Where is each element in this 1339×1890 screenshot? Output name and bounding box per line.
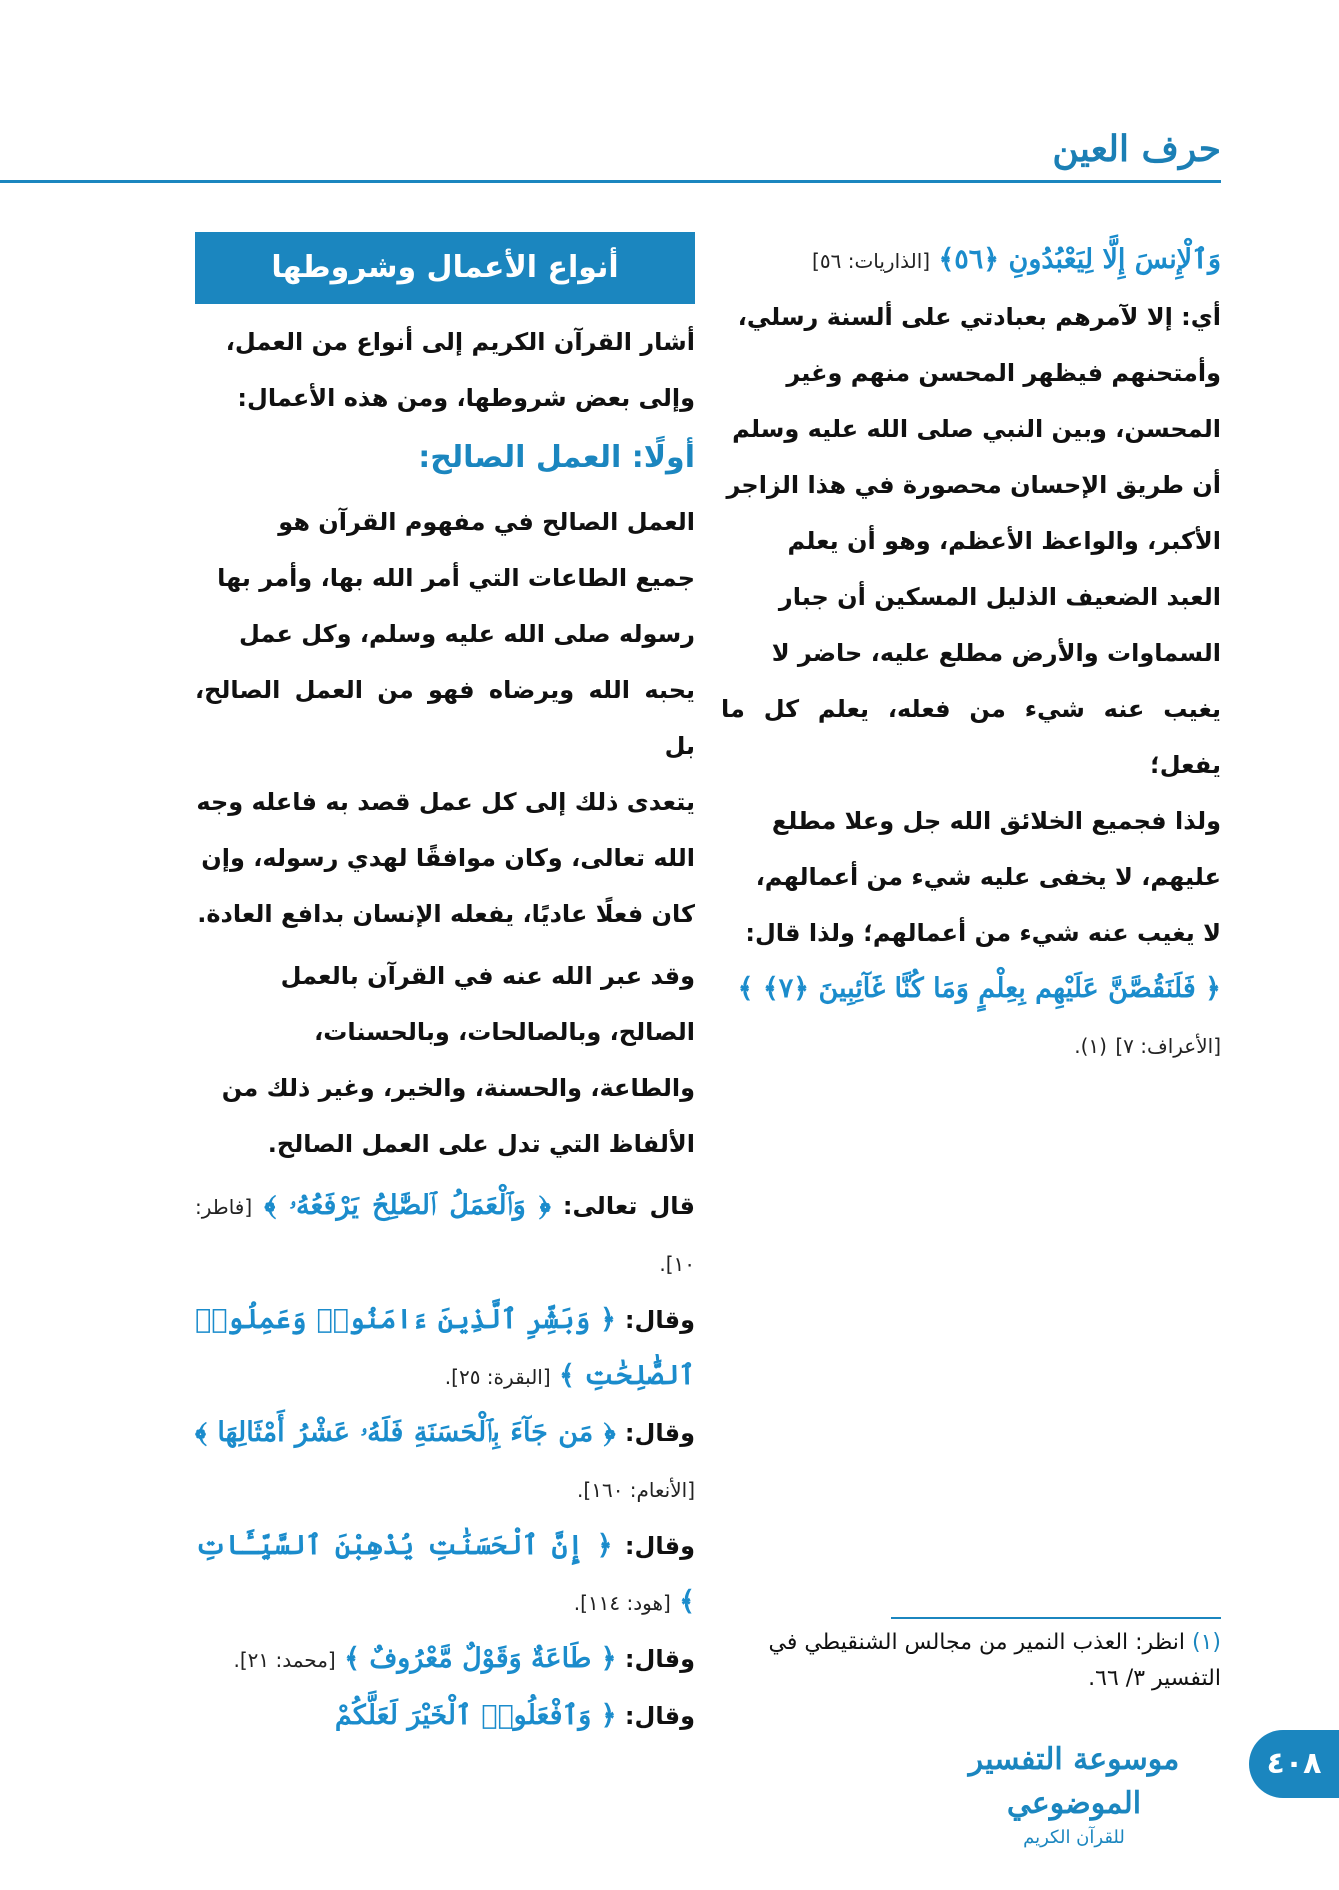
text-line: يحبه الله ويرضاه فهو من العمل الصالح، بل xyxy=(195,676,695,760)
quote-line xyxy=(195,1631,695,1688)
footnote-rule xyxy=(891,1617,1221,1619)
text-line: كان فعلًا عاديًا، يفعله الإنسان بدافع العادة. xyxy=(197,900,695,928)
quran-verse: ﴿ طَاعَةٌ وَقَوْلٌ مَّعْرُوفٌ ﴾ xyxy=(344,1643,617,1674)
quran-verse: ﴿ وَٱفْعَلُوا۟ ٱلْخَيْرَ لَعَلَّكُمْ xyxy=(334,1700,617,1731)
text-line: أي: إلا لآمرهم بعبادتي على ألسنة رسلي، xyxy=(737,303,1221,331)
quote-line xyxy=(195,1688,695,1744)
right-column xyxy=(721,232,1221,1074)
footnote-marker[interactable]: (١). xyxy=(1074,1034,1107,1058)
quote-line xyxy=(195,1178,695,1292)
quote-line xyxy=(195,1405,695,1518)
opening-verse-line xyxy=(721,232,1221,289)
quran-verse: ﴿ مَن جَآءَ بِٱلْحَسَنَةِ فَلَهُۥ عَشْرُ أَمْثَالِهَا ﴾ xyxy=(195,1417,616,1448)
text-line: أن طريق الإحسان محصورة في هذا الزاجر xyxy=(726,471,1221,499)
verse-reference: [فاطر: ١٠]. xyxy=(195,1195,695,1276)
quote-lead: وقال: xyxy=(624,1419,695,1447)
footnote xyxy=(721,1625,1221,1697)
subheading: أولًا: العمل الصالح: xyxy=(418,440,695,475)
text-line: يتعدى ذلك إلى كل عمل قصد به فاعله وجه xyxy=(196,788,695,816)
text-line: الصالح، وبالصالحات، وبالحسنات، xyxy=(314,1018,695,1046)
paragraph-1 xyxy=(195,494,695,942)
text-line: المحسن، وبين النبي صلى الله عليه وسلم xyxy=(732,415,1221,443)
encyclopedia-logo xyxy=(929,1738,1219,1848)
text-line: وأمتحنهم فيظهر المحسن منهم وغير xyxy=(786,359,1221,387)
text-line: وقد عبر الله عنه في القرآن بالعمل xyxy=(280,962,695,990)
verse-reference: [محمد: ٢١]. xyxy=(233,1648,336,1672)
text-line: والطاعة، والحسنة، والخير، وغير ذلك من xyxy=(221,1074,695,1102)
quote-lead: وقال: xyxy=(624,1532,695,1560)
verse-reference: [الأنعام: ١٦٠]. xyxy=(577,1478,695,1502)
text-line: ولذا فجميع الخلائق الله جل وعلا مطلع xyxy=(771,807,1221,835)
left-column xyxy=(195,232,695,1744)
footnote-text: انظر: العذب النمير من مجالس الشنقيطي في التفسير ٣/ ٦٦. xyxy=(768,1630,1221,1691)
quran-verse: ﴿ فَلَنَقُصَّنَّ عَلَيْهِم بِعِلْمٍ وَمَا كُنَّا غَآئِبِينَ ﴿٧﴾ ﴾ xyxy=(737,973,1221,1004)
quran-verse: ﴿ إِنَّ ٱلْحَسَنَٰتِ يُذْهِبْنَ ٱلسَّيِّـَٔاتِ ﴾ xyxy=(195,1530,695,1617)
intro-line: وإلى بعض شروطها، ومن هذه الأعمال: xyxy=(237,384,695,412)
quote-lead: قال تعالى: xyxy=(562,1192,695,1220)
logo-sub-text: للقرآن الكريم xyxy=(1023,1827,1125,1848)
text-line: رسوله صلى الله عليه وسلم، وكل عمل xyxy=(238,620,695,648)
quran-verse: وَٱلْإِنسَ إِلَّا لِيَعْبُدُونِ ﴿٥٦﴾ xyxy=(938,244,1221,275)
text-line: لا يغيب عنه شيء من أعمالهم؛ ولذا قال: xyxy=(745,919,1221,947)
verse-reference: [هود: ١١٤]. xyxy=(573,1591,671,1615)
text-line: الألفاظ التي تدل على العمل الصالح. xyxy=(267,1130,695,1158)
closing-verse-line xyxy=(721,961,1221,1017)
quote-line xyxy=(195,1518,695,1631)
page-header-title: حرف العين xyxy=(1052,128,1221,170)
quote-line xyxy=(195,1292,695,1405)
page-number: ٤٠٨ xyxy=(1249,1730,1339,1798)
text-line: السماوات والأرض مطلع عليه، حاضر لا xyxy=(771,639,1221,667)
quran-verse: ﴿ وَٱلْعَمَلُ ٱلصَّٰلِحُ يَرْفَعُهُۥ ﴾ xyxy=(264,1190,551,1221)
quote-lead: وقال: xyxy=(624,1702,695,1730)
intro-line: أشار القرآن الكريم إلى أنواع من العمل، xyxy=(225,328,695,356)
text-line: الله تعالى، وكان موافقًا لهدي رسوله، وإن xyxy=(201,844,695,872)
quran-verse: ﴿ وَبَشِّرِ ٱلَّذِينَ ءَامَنُوا۟ وَعَمِلُوا۟ ٱلصَّٰلِحَٰتِ ﴾ xyxy=(195,1304,695,1391)
footnote-number: (١) xyxy=(1191,1630,1221,1655)
verse-reference: [البقرة: ٢٥]. xyxy=(444,1365,551,1389)
logo-main-text: موسوعة التفسير الموضوعي xyxy=(968,1742,1180,1821)
verse-reference: [الذاريات: ٥٦] xyxy=(812,249,931,273)
paragraph-2 xyxy=(195,948,695,1172)
text-line: الأكبر، والواعظ الأعظم، وهو أن يعلم xyxy=(787,527,1221,555)
text-line: جميع الطاعات التي أمر الله بها، وأمر بها xyxy=(217,564,695,592)
header-rule xyxy=(0,180,1221,183)
quote-lead: وقال: xyxy=(624,1645,695,1673)
section-title: أنواع الأعمال وشروطها xyxy=(195,232,695,304)
text-line: العبد الضعيف الذليل المسكين أن جبار xyxy=(778,583,1221,611)
closing-ref-line xyxy=(721,1017,1221,1074)
verse-reference: [الأعراف: ٧] xyxy=(1115,1034,1221,1058)
text-line: العمل الصالح في مفهوم القرآن هو xyxy=(278,508,695,536)
text-line: عليهم، لا يخفى عليه شيء من أعمالهم، xyxy=(755,863,1221,891)
quote-lead: وقال: xyxy=(624,1306,695,1334)
text-line: يغيب عنه شيء من فعله، يعلم كل ما يفعل؛ xyxy=(721,695,1221,779)
